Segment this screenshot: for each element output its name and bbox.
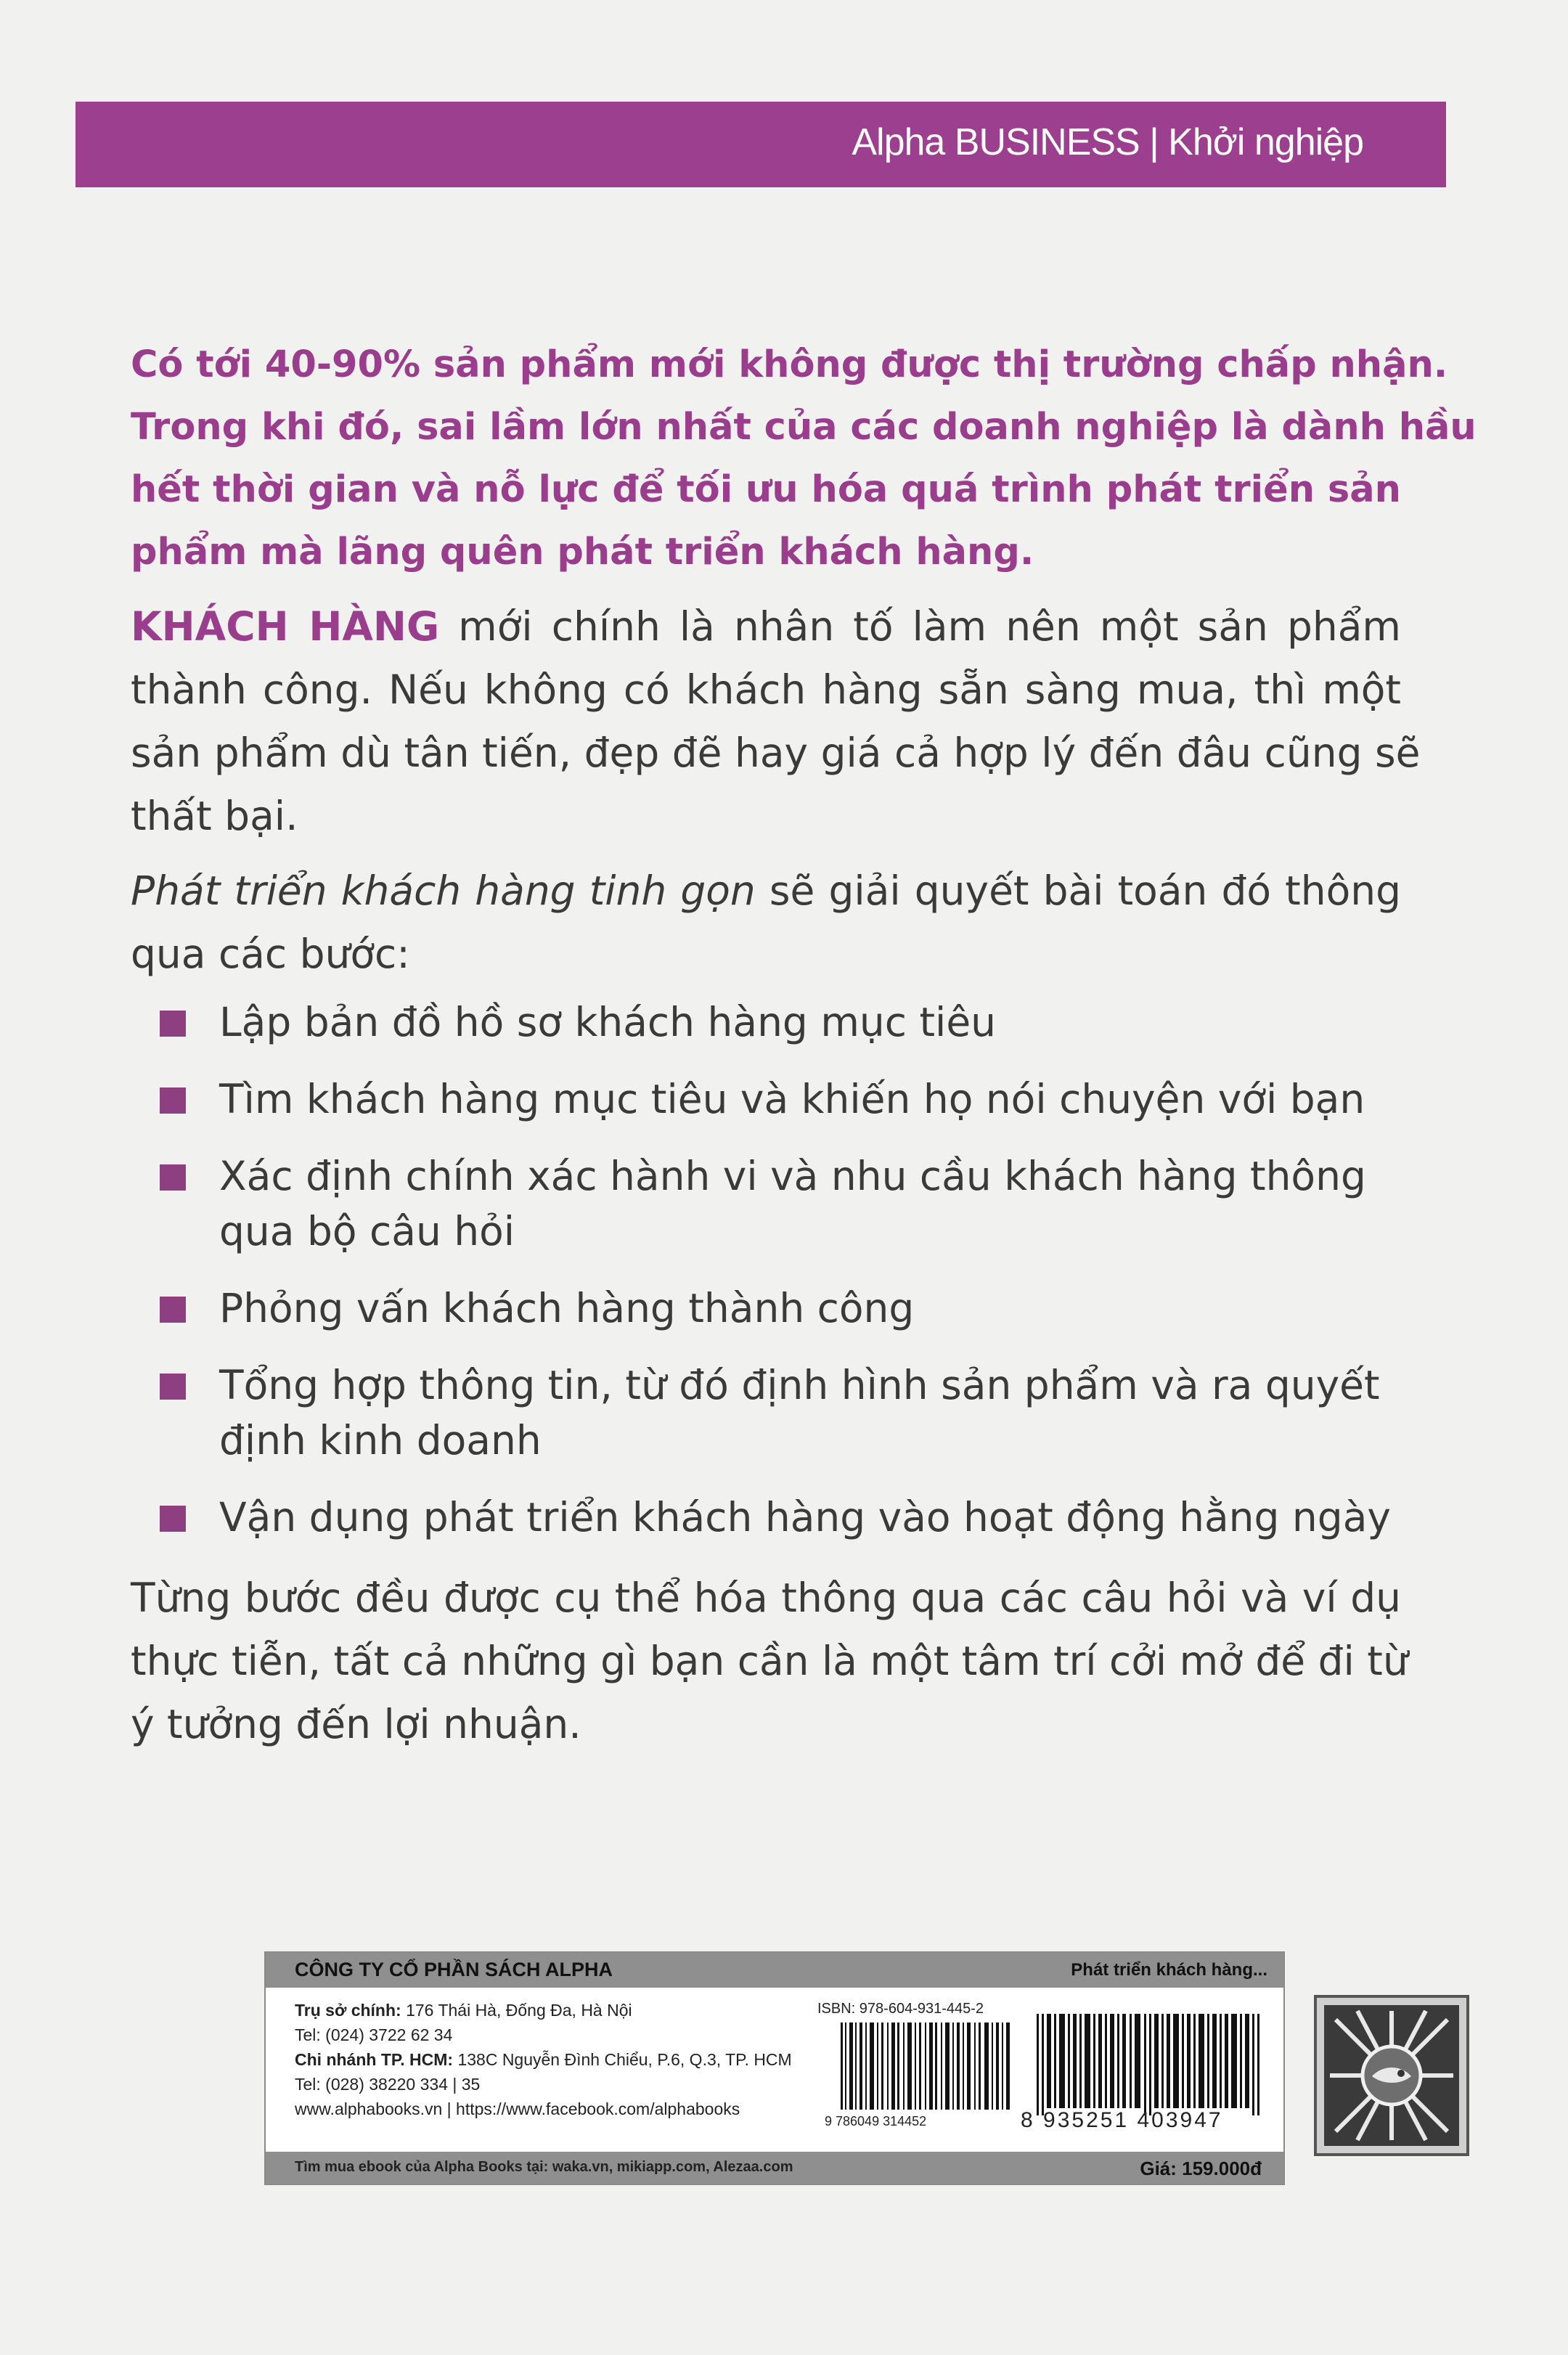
paragraph-text: sẽ giải quyết bài toán đó thông <box>755 868 1401 914</box>
hq-label: Trụ sở chính: <box>295 2001 401 2020</box>
method-paragraph <box>131 860 1401 986</box>
isbn-barcode-number: 9 786049 314452 <box>825 2114 927 2129</box>
book-title-short: Phát triển khách hàng... <box>1071 1960 1267 1980</box>
paragraph-line: Từng bước đều được cụ thể hóa thông qua các câu hỏi và ví dụ <box>131 1575 1401 1621</box>
step-text: qua bộ câu hỏi <box>219 1208 515 1254</box>
paragraph-line <box>131 595 1401 658</box>
step-text: định kinh doanh <box>219 1417 542 1464</box>
hq-address: 176 Thái Hà, Đống Đa, Hà Nội <box>401 2001 632 2020</box>
square-bullet-icon <box>160 1087 186 1114</box>
imprint-header <box>266 1953 1283 1988</box>
step-text: Tổng hợp thông tin, từ đó định hình sản phẩm và ra quyết <box>219 1362 1380 1408</box>
square-bullet-icon <box>160 1011 186 1037</box>
square-bullet-icon <box>160 1297 186 1323</box>
paragraph-line: thực tiễn, tất cả những gì bạn cần là một tâm trí cởi mở để đi từ <box>131 1638 1408 1684</box>
ean-barcode <box>1035 2014 1267 2115</box>
intro-line: phẩm mà lãng quên phát triển khách hàng. <box>131 531 1034 574</box>
steps-list <box>131 995 1401 1545</box>
intro-line: Có tới 40-90% sản phẩm mới không được thị trường chấp nhận. <box>131 343 1448 386</box>
paragraph-line <box>131 860 1401 923</box>
step-text: Lập bản đồ hồ sơ khách hàng mục tiêu <box>219 999 997 1045</box>
customer-paragraph <box>131 595 1421 848</box>
branch-phone: Tel: (028) 38220 334 | 35 <box>295 2075 481 2094</box>
paragraph-line: qua các bước: <box>131 931 410 977</box>
step-text: Tìm khách hàng mục tiêu và khiến họ nói chuyện với bạn <box>219 1076 1365 1122</box>
intro-line: Trong khi đó, sai lầm lớn nhất của các doanh nghiệp là dành hầu <box>131 406 1477 449</box>
paragraph-text: mới chính là nhân tố làm nên một sản phẩm <box>439 603 1401 650</box>
web-links: www.alphabooks.vn | https://www.facebook.com/alphabooks <box>295 2099 740 2118</box>
intro-paragraph <box>131 334 1477 584</box>
list-item <box>131 1072 1401 1127</box>
paragraph-line: thất bại. <box>131 793 298 839</box>
hologram-stamp-icon <box>1314 1995 1469 2156</box>
step-text: Xác định chính xác hành vi và nhu cầu khách hàng thông <box>219 1153 1366 1199</box>
isbn-barcode <box>839 2023 1013 2110</box>
book-title-italic: Phát triển khách hàng tinh gọn <box>131 868 756 914</box>
ebook-stores: Tìm mua ebook của Alpha Books tại: waka.vn, mikiapp.com, Alezaa.com <box>295 2159 793 2175</box>
intro-line: hết thời gian và nỗ lực để tối ưu hóa quá trình phát triển sản <box>131 468 1401 511</box>
hq-line <box>295 1998 792 2023</box>
paragraph-line: sản phẩm dù tân tiến, đẹp đẽ hay giá cả hợp lý đến đâu cũng sẽ <box>131 730 1421 776</box>
branch-address: 138C Nguyễn Đình Chiểu, P.6, Q.3, TP. HCM <box>453 2050 792 2069</box>
hq-phone: Tel: (024) 3722 62 34 <box>295 2025 453 2044</box>
step-text: Phỏng vấn khách hàng thành công <box>219 1285 915 1331</box>
square-bullet-icon <box>160 1506 186 1532</box>
imprint-footer <box>266 2152 1283 2184</box>
paragraph-line: thành công. Nếu không có khách hàng sẵn sàng mua, thì một <box>131 666 1401 713</box>
series-label: Alpha BUSINESS | Khởi nghiệp <box>852 121 1363 163</box>
branch-line <box>295 2047 792 2072</box>
closing-paragraph <box>131 1567 1408 1756</box>
series-banner <box>75 102 1446 187</box>
paragraph-line: ý tưởng đến lợi nhuận. <box>131 1701 581 1747</box>
customer-highlight: KHÁCH HÀNG <box>131 603 440 650</box>
publisher-imprint-box <box>264 1951 1285 2185</box>
square-bullet-icon <box>160 1164 186 1191</box>
square-bullet-icon <box>160 1374 186 1400</box>
ean-barcode-number: 8 935251 403947 <box>1021 2108 1223 2132</box>
publisher-contacts <box>295 1998 792 2121</box>
price-label: Giá: 159.000đ <box>1140 2158 1262 2179</box>
back-cover-text <box>131 334 1477 1756</box>
isbn-label: ISBN: 978-604-931-445-2 <box>817 2001 984 2017</box>
list-item <box>131 995 1401 1050</box>
list-item <box>131 1490 1401 1545</box>
list-item <box>131 1281 1401 1336</box>
branch-label: Chi nhánh TP. HCM: <box>295 2050 454 2069</box>
step-text: Vận dụng phát triển khách hàng vào hoạt động hằng ngày <box>219 1494 1391 1540</box>
publisher-name: CÔNG TY CỔ PHẦN SÁCH ALPHA <box>295 1959 613 1980</box>
list-item <box>131 1148 1401 1259</box>
list-item <box>131 1358 1401 1468</box>
